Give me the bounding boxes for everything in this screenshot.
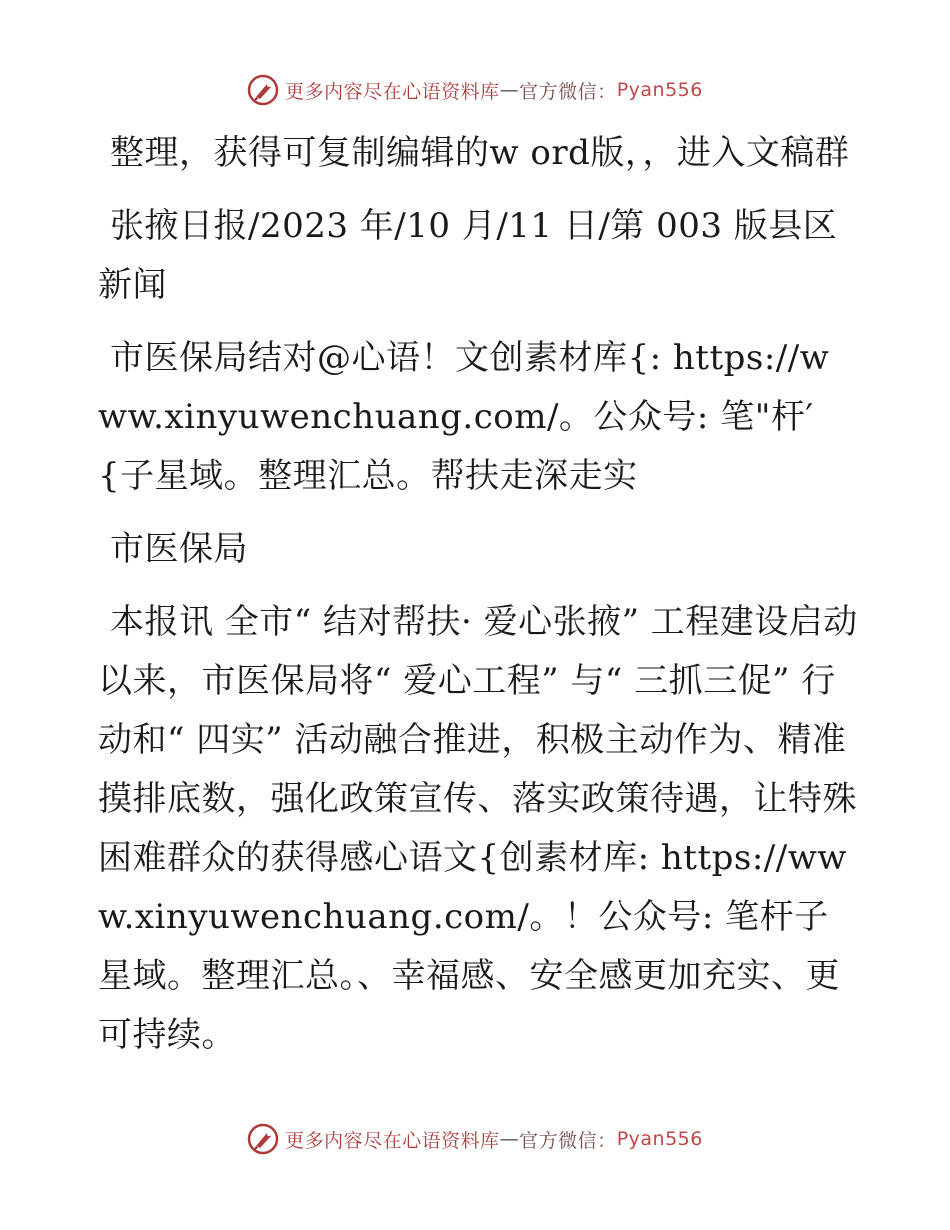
banner-brand-text: 更多内容尽在心语资料库	[285, 80, 500, 103]
pen-logo-icon	[247, 1123, 279, 1155]
paragraph-author: 市医保局	[110, 529, 248, 569]
paragraph-headline: 市医保局结对@心语！文创素材库{: https://www.xinyuwenchuang.com/。公众号: 笔"杆′{子星域。整理汇总。帮扶走深走实	[98, 338, 830, 496]
banner-wechat-label: 官方微信：	[519, 1129, 617, 1152]
document-body	[98, 124, 858, 1079]
paragraph-intro: 整理，获得可复制编辑的w ord版，，进入文稿群	[110, 133, 850, 173]
banner-wechat-id: Pyan556	[616, 1128, 703, 1150]
pen-logo-icon	[247, 74, 279, 106]
banner-separator: —	[499, 1128, 520, 1150]
banner-brand-text: 更多内容尽在心语资料库	[285, 1129, 500, 1152]
banner-wechat-id: Pyan556	[616, 79, 703, 101]
footer-banner	[0, 1123, 950, 1155]
banner-separator: —	[499, 79, 520, 101]
paragraph-source: 张掖日报/2023 年/10 月/11 日/第 003 版县区新闻	[98, 206, 838, 305]
paragraph-body: 本报讯 全市“ 结对帮扶· 爱心张掖” 工程建设启动以来，市医保局将“ 爱心工程” 与“ 三抓三促” 行动和“ 四实” 活动融合推进，积极主动作为、精准摸排底数，强化政策宣传、落实政策待遇，让特殊困难群众的获得感心语文{创素材库: https://www.xinyuwenchuang.com/。！公众号: 笔杆子星域。整理汇总。、幸福感、安全感更加充实、更可持续。	[98, 602, 858, 1055]
header-banner	[0, 74, 950, 106]
banner-wechat-label: 官方微信：	[519, 80, 617, 103]
